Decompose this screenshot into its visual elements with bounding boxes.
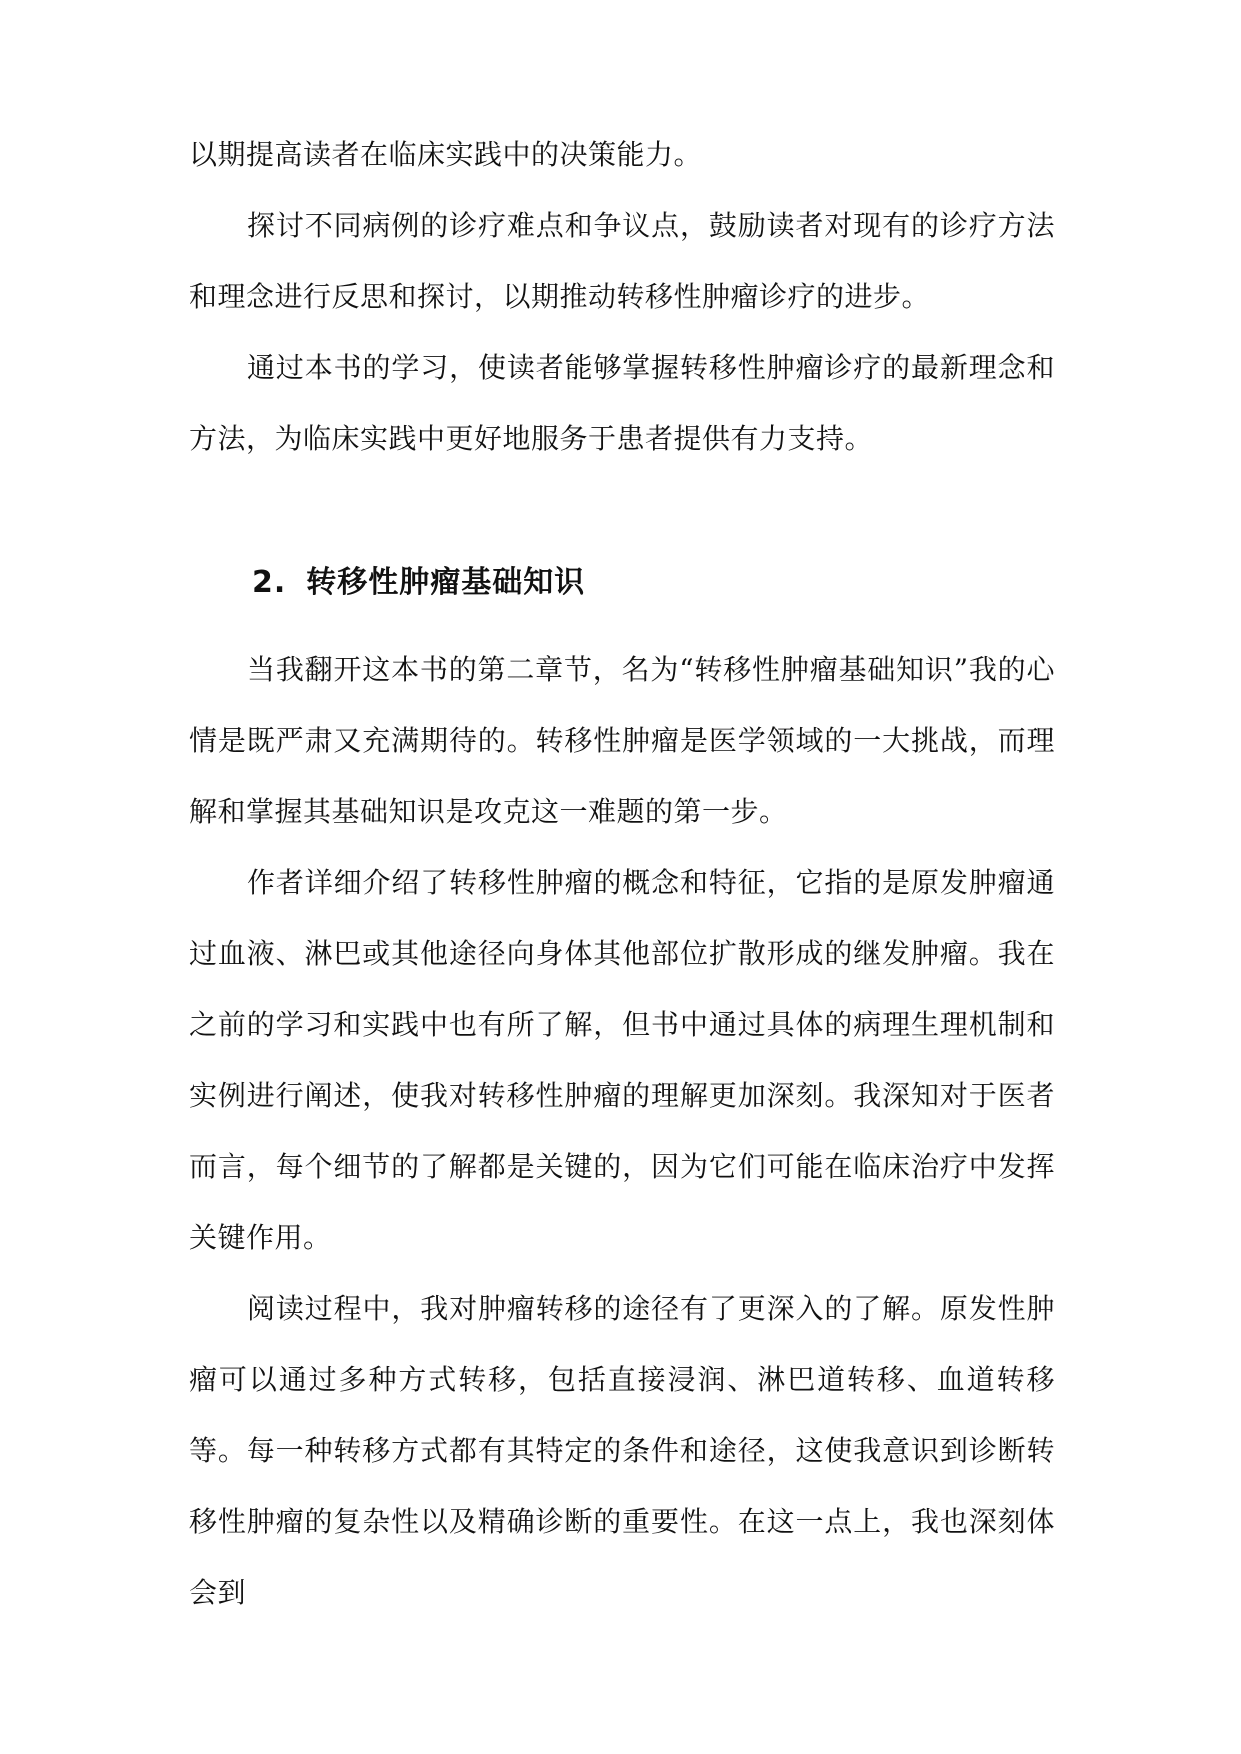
section-number: 2.: [252, 565, 287, 600]
paragraph-concept: 作者详细介绍了转移性肿瘤的概念和特征，它指的是原发肿瘤通过血液、淋巴或其他途径向身体其他部位扩散形成的继发肿瘤。我在之前的学习和实践中也有所了解，但书中通过具体的病理生理机制和实例进行阐述，使我对转移性肿瘤的理解更加深刻。我深知对于医者而言，每个细节的了解都是关键的，因为它们可能在临床治疗中发挥关键作用。: [189, 866, 1055, 1254]
section-title: 转移性肿瘤基础知识: [306, 565, 586, 600]
paragraph-discussion: 探讨不同病例的诊疗难点和争议点，鼓励读者对现有的诊疗方法和理念进行反思和探讨，以期推动转移性肿瘤诊疗的进步。: [189, 209, 1055, 313]
paragraph-chapter-intro: 当我翻开这本书的第二章节，名为“转移性肿瘤基础知识”我的心情是既严肃又充满期待的。转移性肿瘤是医学领域的一大挑战，而理解和掌握其基础知识是攻克这一难题的第一步。: [189, 653, 1055, 828]
section-heading: [252, 553, 585, 613]
paragraph-continuation: 以期提高读者在临床实践中的决策能力。: [189, 138, 703, 171]
paragraph-pathways: 阅读过程中，我对肿瘤转移的途径有了更深入的了解。原发性肿瘤可以通过多种方式转移，包括直接浸润、淋巴道转移、血道转移等。每一种转移方式都有其特定的条件和途径，这使我意识到诊断转移性肿瘤的复杂性以及精确诊断的重要性。在这一点上，我也深刻体会到: [189, 1292, 1055, 1609]
body-text-top: [189, 119, 1055, 474]
paragraph-learning-goal: 通过本书的学习，使读者能够掌握转移性肿瘤诊疗的最新理念和方法，为临床实践中更好地服务于患者提供有力支持。: [189, 351, 1055, 455]
body-text-bottom: [189, 634, 1055, 1628]
